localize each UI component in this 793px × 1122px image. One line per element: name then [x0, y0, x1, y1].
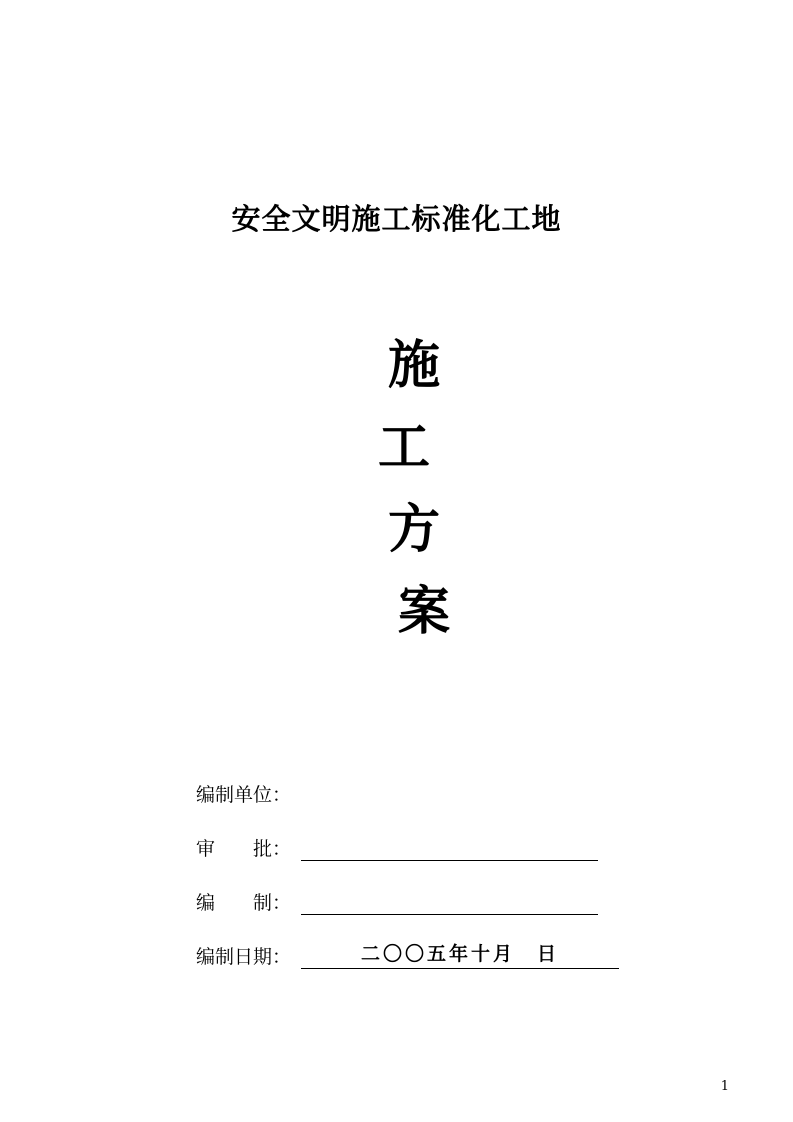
meta-field-date[interactable]	[301, 944, 619, 969]
page-title: 安全文明施工标准化工地	[231, 202, 562, 237]
meta-label-approval: 审 批：	[196, 838, 292, 860]
meta-row-prepared-by	[196, 888, 666, 915]
signature-block	[196, 780, 666, 996]
meta-row-date	[196, 942, 666, 969]
vertical-title-char: 工	[378, 417, 431, 478]
vertical-title-char: 案	[398, 581, 451, 642]
meta-row-approval	[196, 834, 666, 861]
meta-field-approval[interactable]	[301, 836, 598, 861]
meta-label-organization: 编制单位：	[196, 784, 292, 806]
meta-value-date: 二〇〇五年十月 日	[361, 943, 560, 965]
vertical-title-char: 施	[388, 335, 441, 396]
meta-field-prepared-by[interactable]	[301, 890, 598, 915]
meta-row-organization	[196, 780, 666, 807]
page-number: 1	[720, 1079, 729, 1094]
meta-value-organization	[301, 783, 666, 807]
meta-label-date: 编制日期：	[196, 946, 292, 968]
vertical-title-char: 方	[388, 499, 441, 560]
vertical-title	[330, 335, 530, 642]
meta-label-prepared-by: 编 制：	[196, 892, 292, 914]
